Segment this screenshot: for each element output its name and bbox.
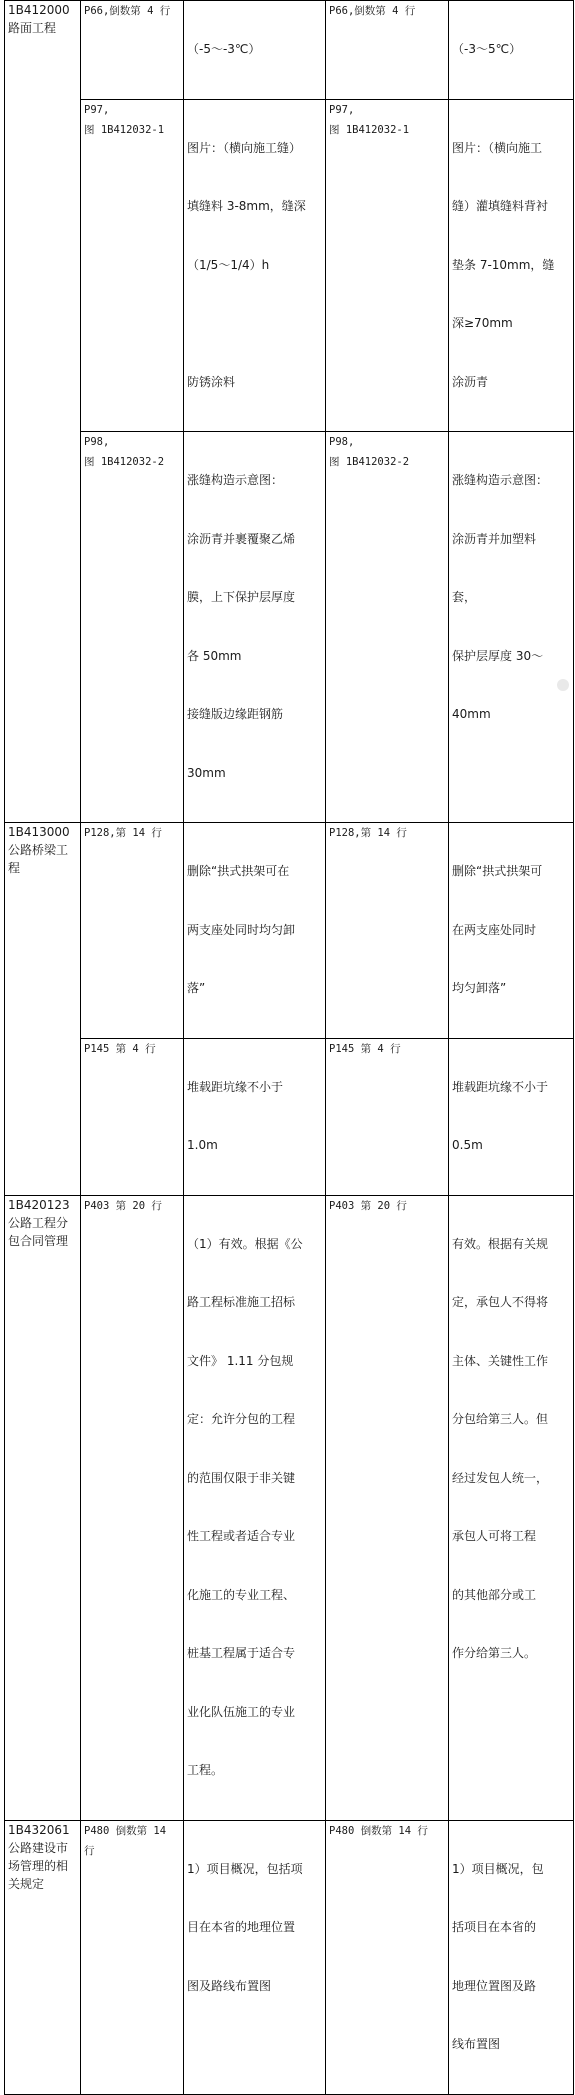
old-reference-cell: P403 第 20 行 (81, 1195, 184, 1820)
table-row (5, 1038, 574, 1195)
old-reference-cell: P98, 图 1B412032-2 (81, 432, 184, 823)
revised-text-cell: 图片：（横向施工 缝）灌填缝料背衬 垫条 7-10mm，缝 深≥70mm 涂沥青 (449, 99, 574, 432)
old-reference-cell: P128,第 14 行 (81, 823, 184, 1039)
revised-text-cell: 删除“拱式拱架可 在两支座处同时 均匀卸落” (449, 823, 574, 1039)
chapter-cell (5, 823, 81, 1196)
table-row (5, 99, 574, 432)
new-reference-cell: P97, 图 1B412032-1 (326, 99, 449, 432)
table-row (5, 432, 574, 823)
chapter-cell (5, 1, 81, 823)
original-text-cell: （-5～-3℃） (184, 1, 326, 100)
original-text-cell: 1）项目概况，包括项 目在本省的地理位置 图及路线布置图 (184, 1820, 326, 2094)
errata-table (4, 0, 574, 2095)
watermark-icon (557, 679, 569, 691)
revised-text-cell: 堆载距坑缘不小于 0.5m (449, 1038, 574, 1195)
table-row (5, 1, 574, 100)
new-reference-cell: P128,第 14 行 (326, 823, 449, 1039)
new-reference-cell: P480 倒数第 14 行 (326, 1820, 449, 2094)
chapter-cell (5, 1820, 81, 2094)
old-reference-cell: P145 第 4 行 (81, 1038, 184, 1195)
table-row (5, 823, 574, 1039)
old-reference-cell: P66,倒数第 4 行 (81, 1, 184, 100)
table-row (5, 1820, 574, 2094)
new-reference-cell: P66,倒数第 4 行 (326, 1, 449, 100)
new-reference-cell: P98, 图 1B412032-2 (326, 432, 449, 823)
old-reference-cell: P97, 图 1B412032-1 (81, 99, 184, 432)
new-reference-cell: P145 第 4 行 (326, 1038, 449, 1195)
original-text-cell: 堆载距坑缘不小于 1.0m (184, 1038, 326, 1195)
chapter-code: 1B420123公路工程分包合同管理 (8, 1197, 70, 1248)
new-reference-cell: P403 第 20 行 (326, 1195, 449, 1820)
chapter-cell (5, 1195, 81, 1820)
revised-text-cell: 1）项目概况，包 括项目在本省的 地理位置图及路 线布置图 (449, 1820, 574, 2094)
original-text-cell: 涨缝构造示意图： 涂沥青并裹覆聚乙烯 膜，上下保护层厚度 各 50mm 接缝版边缘距钢筋 30mm (184, 432, 326, 823)
original-text-cell: 图片：（横向施工缝） 填缝料 3-8mm，缝深 （1/5～1/4）h 防锈涂料 (184, 99, 326, 432)
chapter-code: 1B432061公路建设市场管理的相关规定 (8, 1822, 70, 1891)
original-text-cell: 删除“拱式拱架可在 两支座处同时均匀卸 落” (184, 823, 326, 1039)
revised-text-cell: 涨缝构造示意图： 涂沥青并加塑料 套， 保护层厚度 30～ 40mm (449, 432, 574, 823)
table-row (5, 1195, 574, 1820)
revised-text-cell: 有效。根据有关规 定，承包人不得将 主体、关键性工作 分包给第三人。但 经过发包人统一， 承包人可将工程 的其他部分或工 作分给第三人。 (449, 1195, 574, 1820)
original-text-cell: （1）有效。根据《公 路工程标准施工招标 文件》 1.11 分包规 定：允许分包的工程 的范围仅限于非关键 性工程或者适合专业 化施工的专业工程、 桩基工程属于适合专 业化队伍施工的专业 工程。 (184, 1195, 326, 1820)
chapter-code: 1B413000公路桥梁工程 (8, 825, 70, 875)
old-reference-cell: P480 倒数第 14 行 (81, 1820, 184, 2094)
chapter-code: 1B412000路面工程 (8, 3, 70, 35)
revised-text-cell: （-3～5℃） (449, 1, 574, 100)
